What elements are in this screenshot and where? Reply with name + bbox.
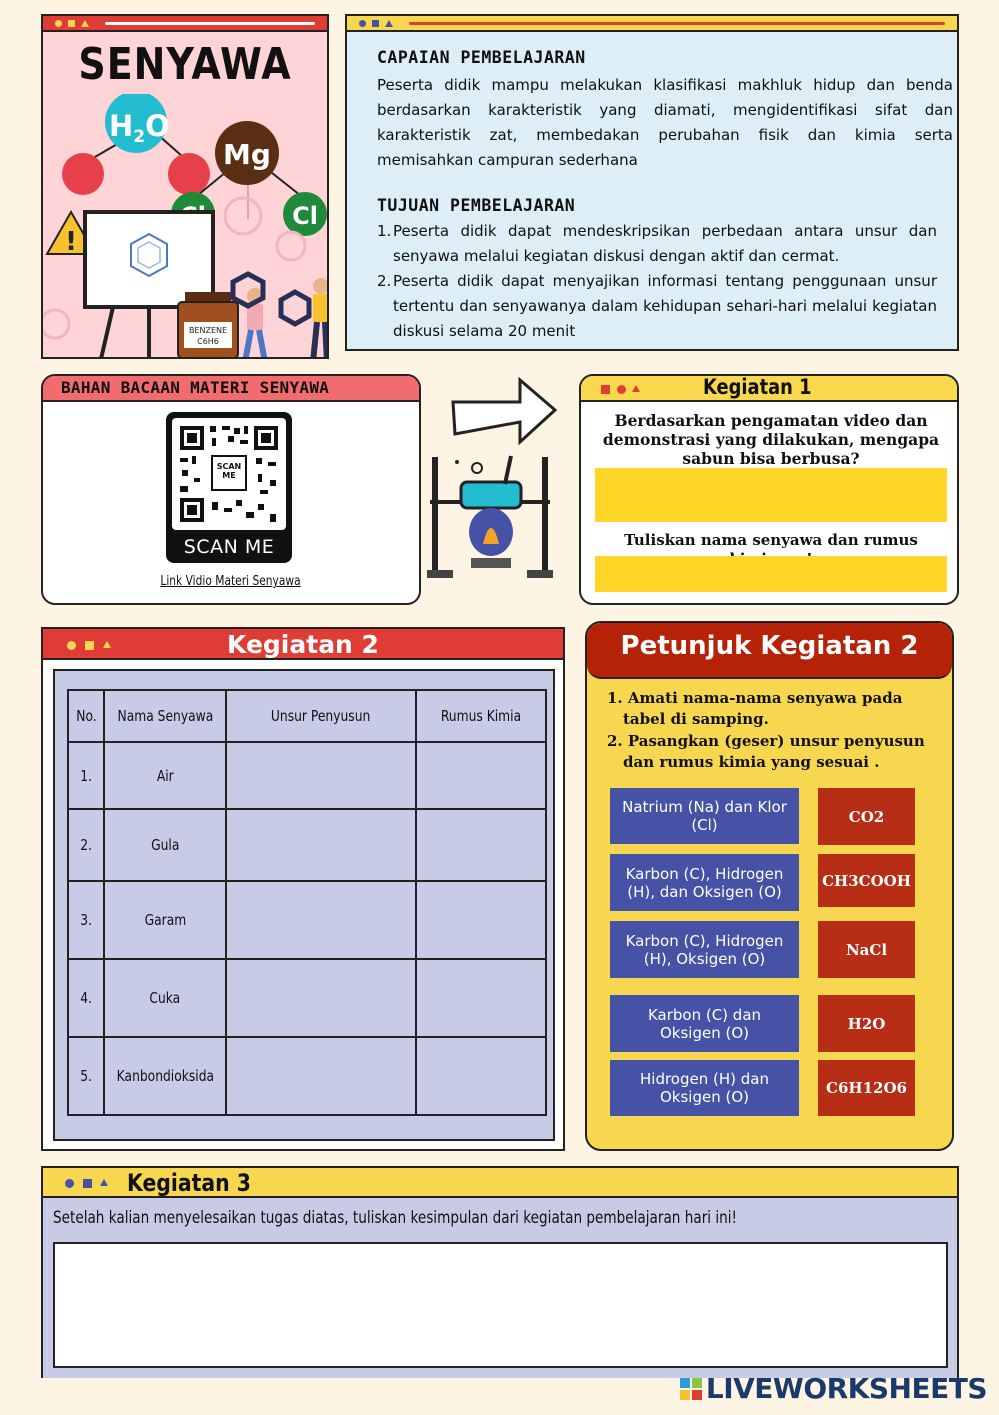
cl-label-right: Cl [292,202,318,230]
petunjuk-header [587,623,952,679]
triangle-icon [632,385,640,392]
brand-name: LIVEWORKSHEETS [705,1372,987,1405]
unsur-tile[interactable]: Karbon (C), Hidrogen (H), dan Oksigen (O) [610,854,799,911]
circle-icon [359,20,366,27]
drop-zone-unsur[interactable] [226,742,416,809]
kegiatan1-card [579,374,959,605]
beaker-icon [461,482,521,508]
hydrogen-atom-icon [62,153,104,195]
rumus-tile[interactable]: H2O [818,995,915,1052]
kegiatan1-question1: Berdasarkan pengamatan video dan demonstrasi yang dilakukan, mengapa sabun bisa berbusa? [602,411,940,468]
water-label: $H_2O$ [109,109,170,147]
rumus-tile[interactable]: NaCl [818,921,915,978]
bahan-title: BAHAN BACAAN MATERI SENYAWA [61,378,330,397]
rumus-tile[interactable]: CO2 [818,788,915,845]
kegiatan3-header [43,1168,957,1198]
unsur-tile[interactable]: Karbon (C) dan Oksigen (O) [610,995,799,1052]
kegiatan2-card [41,627,565,1151]
jar-label: BENZENE [188,326,228,335]
drop-zone-unsur[interactable] [226,809,416,881]
table-row: 2. Gula [68,809,546,881]
table-row: 4. Cuka [68,959,546,1037]
drop-zone-unsur[interactable] [226,881,416,959]
drop-zone-rumus[interactable] [416,742,546,809]
video-link[interactable]: Link Vidio Materi Senyawa [160,574,302,589]
rumus-tile[interactable]: C6H12O6 [818,1060,915,1116]
lab-burner-illustration [425,372,575,587]
square-icon [83,1179,92,1188]
bar-line [409,22,945,25]
mg-label: Mg [223,138,271,171]
scan-me-label: SCAN ME [183,536,275,558]
kegiatan2-header [43,629,563,660]
arrow-icon [453,380,555,442]
senyawa-card [41,14,329,359]
answer1-input[interactable] [595,468,947,522]
liveworksheets-logo-icon [680,1378,702,1400]
bahan-header [43,376,419,402]
table-row: 1. Air [68,742,546,809]
capaian-card [345,14,959,351]
table-panel [53,669,555,1141]
square-icon [68,20,75,27]
kegiatan1-question2: Tuliskan nama senyawa dan rumus [624,531,918,549]
bahan-bacaan-card [41,374,421,605]
window-bar [43,16,327,32]
atom-faded-icon [225,198,261,234]
circle-icon [55,20,62,27]
tujuan-item: 2. Peserta didik dapat menyajikan informasi tentang penggunaan unsur tertentu dan senyawanya dalam kehidupan sehari-hari melalui kegiatan diskusi selama 20 menit [377,272,937,340]
molecule-illustration [43,94,329,359]
window-bar [347,16,957,32]
triangle-icon [100,1179,108,1186]
capaian-heading: CAPAIAN PEMBELAJARAN [377,48,586,67]
petunjuk-title: Petunjuk Kegiatan 2 [620,631,919,661]
header-no: No. [75,707,97,725]
kegiatan3-title: Kegiatan 3 [127,1169,251,1197]
footer-logo [680,1372,987,1405]
kegiatan3-card [41,1166,959,1378]
table-header-row [68,690,546,742]
tujuan-item: 1. Peserta didik dapat mendeskripsikan perbedaan antara unsur dan senyawa melalui kegiatan diskusi dengan aktif dan cermat. [377,222,937,265]
kegiatan2-title: Kegiatan 2 [227,630,379,659]
flame-faded-icon [43,310,69,338]
table-row: 3. Garam [68,881,546,959]
info-faded-icon [277,232,305,260]
header-nama: Nama Senyawa [117,707,213,725]
drop-zone-unsur[interactable] [226,1037,416,1115]
unsur-tile[interactable]: Natrium (Na) dan Klor (Cl) [610,788,799,844]
tujuan-list [377,219,937,344]
circle-icon [617,385,626,394]
square-icon [372,20,379,27]
rumus-tile[interactable]: CH3COOH [818,854,915,907]
conclusion-textarea[interactable] [53,1242,948,1368]
svg-text:!: ! [65,227,77,257]
kegiatan1-title: Kegiatan 1 [703,375,812,399]
petunjuk-step: 2. Pasangkan (geser) unsur penyusun dan rumus kimia yang sesuai . [607,732,925,771]
triangle-icon [385,20,393,27]
circle-icon [65,1179,74,1188]
header-unsur: Unsur Penyusun [271,707,371,725]
qr-center-label: SCAN ME [216,462,242,480]
drop-zone-rumus[interactable] [416,959,546,1037]
drop-zone-unsur[interactable] [226,959,416,1037]
page-title: SENYAWA [78,38,292,90]
square-icon [601,385,610,394]
kegiatan1-header [581,376,957,402]
drop-zone-rumus[interactable] [416,809,546,881]
qr-code[interactable] [166,412,292,563]
unsur-tile[interactable]: Hidrogen (H) dan Oksigen (O) [610,1060,799,1116]
hydrogen-atom-icon [168,153,210,195]
bar-line [105,22,315,25]
triangle-icon [81,20,89,27]
header-rumus: Rumus Kimia [440,707,522,725]
drop-zone-rumus[interactable] [416,1037,546,1115]
scientists-illustration [233,274,329,359]
petunjuk-card [585,621,954,1151]
senyawa-table [67,689,547,1116]
capaian-text: Peserta didik mampu melakukan klasifikasi makhluk hidup dan benda berdasarkan karakteristik yang diamati, mengidentifikasi sifat dan karakteristik zat, membedakan perubahan fisik dan kimia serta memisahkan campuran sederhana [377,76,953,169]
kegiatan3-instruction: Setelah kalian menyelesaikan tugas diatas, tuliskan kesimpulan dari kegiatan pembelajaran hari ini! [53,1208,738,1228]
table-row: 5. Kanbondioksida [68,1037,546,1115]
tujuan-heading: TUJUAN PEMBELAJARAN [377,196,576,215]
jar-formula: C6H6 [197,337,219,346]
answer2-input[interactable] [595,556,947,592]
unsur-tile[interactable]: Karbon (C), Hidrogen (H), Oksigen (O) [610,921,799,978]
drop-zone-rumus[interactable] [416,881,546,959]
petunjuk-step: 1. Amati nama-nama senyawa pada tabel di samping. [607,689,903,728]
